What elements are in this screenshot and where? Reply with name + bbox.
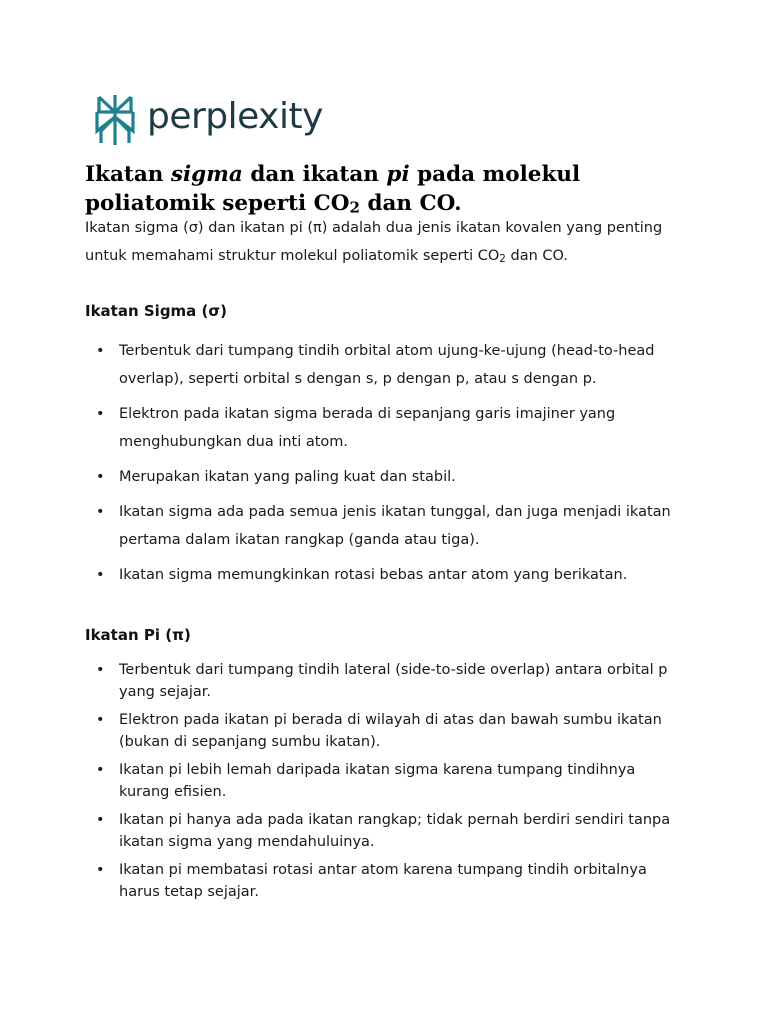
list-item: • Ikatan sigma memungkinkan rotasi bebas antar atom yang berikatan. xyxy=(85,561,685,589)
list-item: • Ikatan pi hanya ada pada ikatan rangkap; tidak pernah berdiri sendiri tanpa ikatan sigma yang mendahuluinya. xyxy=(85,809,685,853)
list-item: • Terbentuk dari tumpang tindih lateral (side-to-side overlap) antara orbital p yang sejajar. xyxy=(85,659,685,703)
list-item: • Ikatan sigma ada pada semua jenis ikatan tunggal, dan juga menjadi ikatan pertama dalam ikatan rangkap (ganda atau tiga). xyxy=(85,498,685,554)
list-item: • Elektron pada ikatan pi berada di wilayah di atas dan bawah sumbu ikatan (bukan di sepanjang sumbu ikatan). xyxy=(85,709,685,753)
list-item: • Merupakan ikatan yang paling kuat dan stabil. xyxy=(85,463,685,491)
list-item: • Ikatan pi lebih lemah daripada ikatan sigma karena tumpang tindihnya kurang efisien. xyxy=(85,759,685,803)
section-heading-pi: Ikatan Pi (π) xyxy=(85,626,191,644)
bullet-marker: • xyxy=(96,662,105,678)
perplexity-logo-icon xyxy=(95,93,135,147)
page-title: Ikatan sigma dan ikatan pi pada molekul poliatomik seperti $CO_2$ dan CO. xyxy=(85,162,581,217)
bullet-marker: • xyxy=(96,504,105,520)
sigma-bullet-list xyxy=(85,337,685,596)
list-item: • Ikatan pi membatasi rotasi antar atom karena tumpang tindih orbitalnya harus tetap sejajar. xyxy=(85,859,685,903)
bullet-marker: • xyxy=(96,812,105,828)
bullet-marker: • xyxy=(96,406,105,422)
bullet-marker: • xyxy=(96,862,105,878)
bullet-marker: • xyxy=(96,469,105,485)
intro-paragraph: Ikatan sigma (σ) dan ikatan pi (π) adalah dua jenis ikatan kovalen yang penting untuk memahami struktur molekul poliatomik seperti $CO_2$ dan CO. xyxy=(85,220,663,266)
pi-bullet-list xyxy=(85,659,685,909)
logo-wordmark: perplexity xyxy=(147,96,323,137)
perplexity-logo xyxy=(95,93,323,147)
bullet-marker: • xyxy=(96,762,105,778)
section-heading-sigma: Ikatan Sigma (σ) xyxy=(85,302,227,320)
bullet-marker: • xyxy=(96,712,105,728)
list-item: • Elektron pada ikatan sigma berada di sepanjang garis imajiner yang menghubungkan dua inti atom. xyxy=(85,400,685,456)
bullet-marker: • xyxy=(96,343,105,359)
bullet-marker: • xyxy=(96,567,105,583)
list-item: • Terbentuk dari tumpang tindih orbital atom ujung-ke-ujung (head-to-head overlap), seperti orbital s dengan s, p dengan p, atau s dengan p. xyxy=(85,337,685,393)
